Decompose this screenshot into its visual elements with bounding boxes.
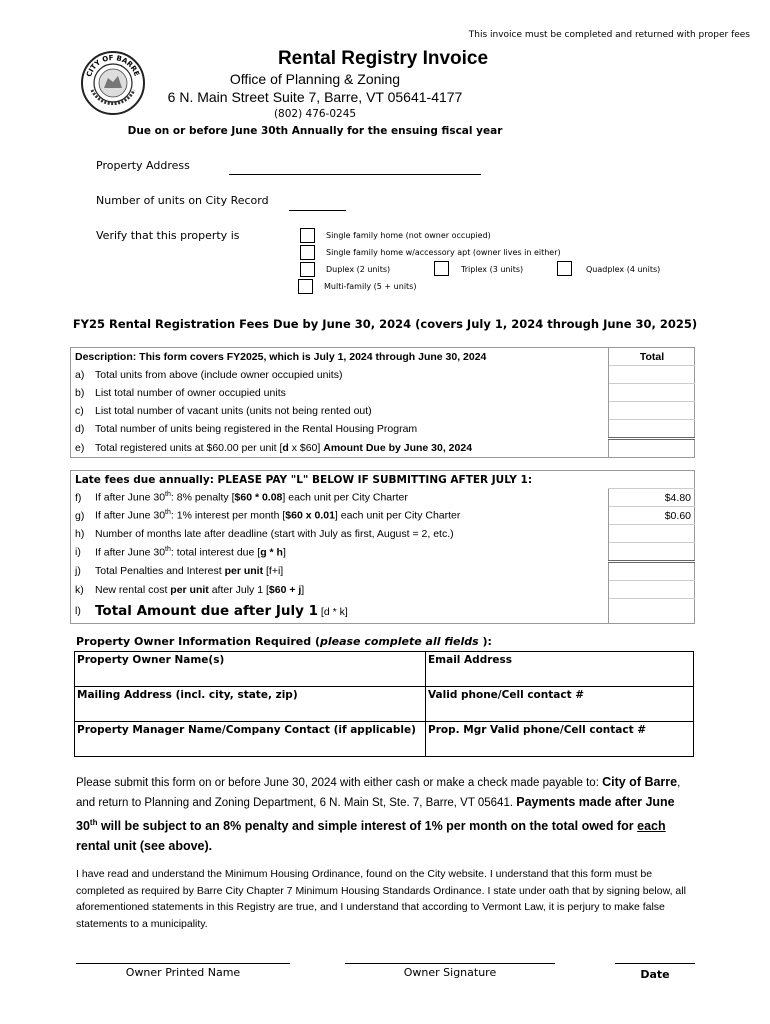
triplex-label: Triplex (3 units)	[461, 265, 524, 274]
total-cell-g: $0.60	[609, 507, 695, 525]
table-row	[71, 543, 695, 562]
late-fees-table	[70, 470, 695, 624]
phone-field[interactable]: Valid phone/Cell contact #	[426, 687, 694, 722]
row-text: New rental cost per unit after July 1 [$60 + j]	[95, 583, 305, 596]
row-letter: i)	[75, 546, 81, 558]
seal-text: CITY OF BARRE	[84, 53, 141, 78]
owner-info-title: Property Owner Information Required (please complete all fields ):	[76, 635, 492, 648]
quadplex-checkbox[interactable]	[557, 261, 572, 276]
office-name: Office of Planning & Zoning	[229, 71, 401, 87]
units-field[interactable]	[289, 196, 346, 211]
owner-printed-name-label: Owner Printed Name	[125, 966, 241, 979]
table-row	[71, 402, 695, 420]
date-label: Date	[640, 968, 670, 981]
row-text: List total number of vacant units (units not being rented out)	[95, 404, 372, 417]
table-row	[71, 581, 695, 599]
table-row	[71, 489, 695, 507]
property-address-label: Property Address	[96, 159, 190, 172]
row-text: Total units from above (include owner occupied units)	[95, 368, 343, 381]
email-field[interactable]: Email Address	[426, 652, 694, 687]
total-cell-e[interactable]	[609, 439, 695, 458]
single-family-apt-label: Single family home w/accessory apt (owner lives in either)	[326, 248, 561, 257]
total-cell-i[interactable]	[609, 543, 695, 562]
top-note: This invoice must be completed and returned with proper fees	[468, 30, 750, 40]
total-cell-j[interactable]	[609, 562, 695, 581]
row-text: Total Amount due after July 1 [d * k]	[95, 602, 348, 619]
table-row	[71, 384, 695, 402]
row-text: Total registered units at $60.00 per unit [d x $60] Amount Due by June 30, 2024	[95, 441, 473, 454]
multi-family-label: Multi-family (5 + units)	[324, 282, 417, 291]
row-letter: h)	[75, 527, 85, 540]
total-cell-b[interactable]	[609, 384, 695, 402]
table-row	[71, 562, 695, 581]
units-label: Number of units on City Record	[96, 194, 269, 207]
row-text: Total Penalties and Interest per unit [f+i]	[95, 565, 284, 577]
row-letter: k)	[75, 583, 84, 596]
row-letter: g)	[75, 509, 85, 522]
owner-name-field[interactable]: Property Owner Name(s)	[75, 652, 426, 687]
total-cell-h[interactable]	[609, 525, 695, 543]
row-letter: a)	[75, 368, 85, 381]
row-text: If after June 30th: 1% interest per month [$60 x 0.01] each unit per City Charter	[95, 509, 461, 522]
owner-printed-name-line[interactable]	[76, 963, 290, 979]
row-letter: j)	[75, 565, 81, 577]
table-row	[71, 439, 695, 458]
total-cell-d[interactable]	[609, 420, 695, 439]
single-family-checkbox[interactable]	[300, 228, 315, 243]
owner-info-table	[74, 651, 694, 757]
table-row	[71, 525, 695, 543]
row-letter: e)	[75, 441, 85, 454]
fees-table-header: Description: This form covers FY2025, which is July 1, 2024 through June 30, 2024	[75, 350, 487, 363]
date-line[interactable]	[615, 963, 695, 981]
total-cell-c[interactable]	[609, 402, 695, 420]
manager-field[interactable]: Property Manager Name/Company Contact (if applicable)	[75, 722, 426, 757]
page-title: Rental Registry Invoice	[277, 48, 489, 69]
single-family-apt-checkbox[interactable]	[300, 245, 315, 260]
property-address-field[interactable]	[229, 160, 481, 175]
office-address: 6 N. Main Street Suite 7, Barre, VT 05641-4177	[167, 89, 463, 105]
manager-phone-field[interactable]: Prop. Mgr Valid phone/Cell contact #	[426, 722, 694, 757]
fees-table	[70, 347, 695, 458]
total-cell-k[interactable]	[609, 581, 695, 599]
total-cell-a[interactable]	[609, 366, 695, 384]
row-letter: d)	[75, 423, 85, 435]
row-letter: f)	[75, 491, 82, 504]
total-cell-f: $4.80	[609, 489, 695, 507]
row-text: List total number of owner occupied units	[95, 386, 286, 399]
owner-signature-line[interactable]	[345, 963, 555, 979]
total-cell-l[interactable]	[609, 599, 695, 624]
total-header: Total	[609, 348, 695, 366]
row-letter: b)	[75, 386, 85, 399]
table-row	[71, 420, 695, 439]
office-phone: (802) 476-0245	[273, 108, 357, 120]
table-row	[71, 366, 695, 384]
duplex-label: Duplex (2 units)	[326, 265, 391, 274]
single-family-label: Single family home (not owner occupied)	[326, 231, 491, 240]
row-text: Total number of units being registered in the Rental Housing Program	[95, 423, 418, 435]
multi-family-checkbox[interactable]	[298, 279, 313, 294]
table-row	[71, 599, 695, 624]
due-notice: Due on or before June 30th Annually for the ensuing fiscal year	[127, 125, 503, 137]
quadplex-label: Quadplex (4 units)	[586, 265, 661, 274]
row-text: If after June 30th: total interest due [g * h]	[95, 545, 286, 559]
table-row	[71, 507, 695, 525]
row-letter: c)	[75, 404, 84, 417]
late-fees-header: Late fees due annually: PLEASE PAY "L" BELOW IF SUBMITTING AFTER JULY 1:	[75, 473, 533, 486]
duplex-checkbox[interactable]	[300, 262, 315, 277]
verify-label: Verify that this property is	[96, 229, 240, 242]
row-text: Number of months late after deadline (start with July as first, August = 2, etc.)	[95, 527, 454, 540]
mailing-address-field[interactable]: Mailing Address (incl. city, state, zip)	[75, 687, 426, 722]
fees-title: FY25 Rental Registration Fees Due by June 30, 2024 (covers July 1, 2024 through June 30, 2025)	[72, 317, 698, 331]
acknowledgement-text: I have read and understand the Minimum Housing Ordinance, found on the City website. I understand that this form must be completed as required by Barre City Chapter 7 Minimum Housing Standards Ordinance. I state under oath that by signing below, all aforementioned statements in this Registry are true, and I understand that according to Vermont Law, it is perjury to make false statements to a municipality.	[76, 868, 686, 930]
submit-instructions: Please submit this form on or before June 30, 2024 with either cash or make a check made payable to: City of Barre, and return to Planning and Zoning Department, 6 N. Main St, Ste. 7, Barre, VT 05641. Payments made after June 30th will be subject to an 8% penalty and simple interest of 1% per month on the total owed for each rental unit (see above).	[76, 775, 681, 853]
owner-signature-label: Owner Signature	[403, 966, 497, 979]
triplex-checkbox[interactable]	[434, 261, 449, 276]
row-text: If after June 30th: 8% penalty [$60 * 0.08] each unit per City Charter	[95, 491, 408, 504]
row-letter: l)	[75, 604, 81, 617]
